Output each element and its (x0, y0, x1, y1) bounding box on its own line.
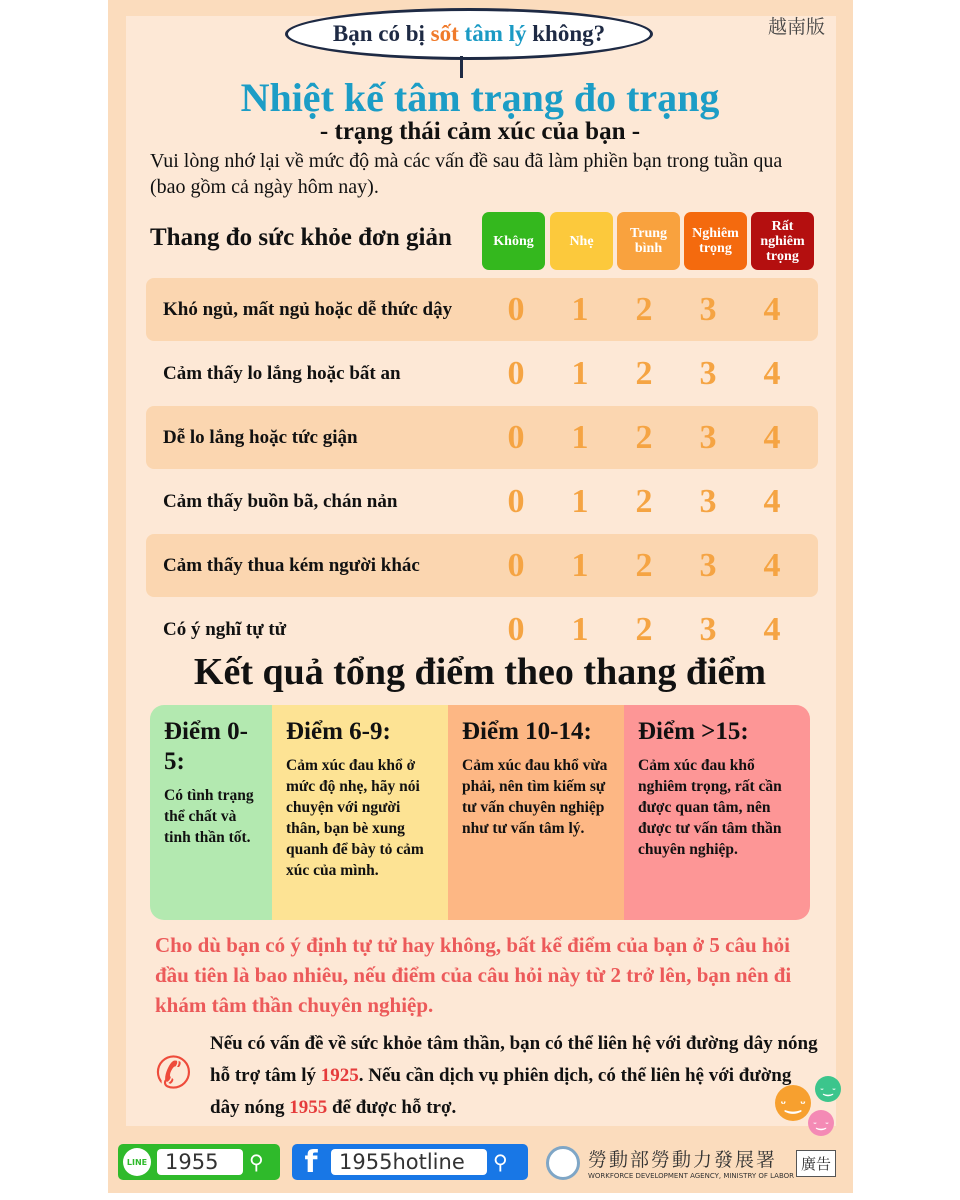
page-title: Nhiệt kế tâm trạng đo trạng (240, 75, 720, 120)
facebook-search-bar[interactable] (292, 1144, 528, 1180)
score-option-4[interactable]: 4 (763, 610, 781, 648)
result-band (272, 705, 448, 920)
score-option-4[interactable]: 4 (763, 546, 781, 584)
score-option-3[interactable]: 3 (699, 546, 717, 584)
bubble-word-psych: tâm lý (458, 21, 527, 46)
scale-label: Thang đo sức khỏe đơn giản (150, 224, 452, 251)
score-option-2[interactable]: 2 (635, 418, 653, 456)
agency-logo-block (546, 1145, 794, 1180)
result-band (448, 705, 624, 920)
score-option-3[interactable]: 3 (699, 354, 717, 392)
score-option-1[interactable]: 1 (571, 546, 589, 584)
agency-name-en: WORKFORCE DEVELOPMENT AGENCY, MINISTRY OF LABOR (588, 1172, 795, 1180)
contact-p3: để được hỗ trợ. (327, 1097, 457, 1118)
intro-text: Vui lòng nhớ lại về mức độ mà các vấn đề sau đã làm phiền bạn trong tuần qua (bao gồm cả ngày hôm nay). (150, 150, 783, 198)
score-option-1[interactable]: 1 (571, 610, 589, 648)
result-desc: Có tình trạng thể chất và tinh thần tốt. (164, 787, 254, 846)
warning-text: Cho dù bạn có ý định tự tử hay không, bất kể điểm của bạn ở 5 câu hỏi đầu tiên là bao nhiêu, nếu điểm của câu hỏi này từ 2 trở lên, bạn nên đi khám tâm thần chuyên nghiệp. (155, 933, 792, 1017)
score-option-3[interactable]: 3 (699, 418, 717, 456)
result-range: Điểm 6-9: (286, 718, 391, 745)
smiley-green-icon: ᵕ‿ᵕ (815, 1076, 841, 1102)
smiley-pink-icon: ᵕ‿ᵕ (808, 1110, 834, 1136)
level-4-badge: Rất nghiêm trọng (751, 212, 814, 270)
score-option-3[interactable]: 3 (699, 610, 717, 648)
hotline-1955: 1955 (289, 1097, 328, 1118)
score-option-4[interactable]: 4 (763, 354, 781, 392)
smiley-orange-icon: ᵕ‿ᵕ (775, 1085, 811, 1121)
question-row (146, 406, 818, 469)
level-1-badge: Nhẹ (550, 212, 613, 270)
level-2-badge: Trung bình (617, 212, 680, 270)
line-search-bar[interactable] (118, 1144, 280, 1180)
question-text: Cảm thấy thua kém người khác (163, 554, 420, 576)
score-option-2[interactable]: 2 (635, 354, 653, 392)
result-range: Điểm 10-14: (462, 718, 592, 745)
contact-p2: . Nếu cần dịch vụ phiên dịch, có thể liên hệ với đường dây nóng (210, 1065, 792, 1118)
score-option-2[interactable]: 2 (635, 546, 653, 584)
speech-bubble (285, 8, 653, 60)
result-band (150, 705, 272, 920)
score-option-1[interactable]: 1 (571, 418, 589, 456)
question-row (146, 278, 818, 341)
page-subtitle: - trạng thái cảm xúc của bạn - (319, 118, 641, 145)
question-text: Cảm thấy buồn bã, chán nản (163, 490, 398, 512)
question-text: Có ý nghĩ tự tử (163, 618, 287, 640)
search-icon[interactable]: ⚲ (493, 1150, 508, 1174)
score-option-0[interactable]: 0 (507, 290, 525, 328)
score-option-3[interactable]: 3 (699, 482, 717, 520)
score-option-3[interactable]: 3 (699, 290, 717, 328)
result-desc: Cảm xúc đau khổ nghiêm trọng, rất cần được quan tâm, nên được tư vấn tâm thần chuyên nghiệp. (638, 757, 782, 858)
score-option-2[interactable]: 2 (635, 610, 653, 648)
phone-icon: ✆ (155, 1049, 192, 1098)
result-desc: Cảm xúc đau khổ vừa phải, nên tìm kiếm sự tư vấn chuyên nghiệp như tư vấn tâm lý. (462, 757, 608, 837)
question-row (146, 534, 818, 597)
score-option-0[interactable]: 0 (507, 418, 525, 456)
score-option-4[interactable]: 4 (763, 482, 781, 520)
line-logo-icon: LINE (123, 1148, 151, 1176)
score-option-2[interactable]: 2 (635, 290, 653, 328)
result-range: Điểm 0-5: (164, 718, 248, 775)
score-option-0[interactable]: 0 (507, 610, 525, 648)
bubble-pre: Bạn có bị (332, 21, 431, 46)
score-option-4[interactable]: 4 (763, 418, 781, 456)
score-option-0[interactable]: 0 (507, 354, 525, 392)
result-range: Điểm >15: (638, 718, 749, 745)
level-0-badge: Không (482, 212, 545, 270)
score-option-1[interactable]: 1 (571, 290, 589, 328)
hotline-1925: 1925 (320, 1065, 359, 1086)
score-option-2[interactable]: 2 (635, 482, 653, 520)
question-row (146, 470, 818, 533)
facebook-id-field[interactable]: 1955hotline (331, 1149, 487, 1175)
version-tag: 越南版 (768, 16, 826, 38)
level-3-badge: Nghiêm trọng (684, 212, 747, 270)
contact-text (210, 1028, 820, 1124)
results-title: Kết quả tổng điểm theo thang điểm (193, 651, 767, 693)
question-text: Dễ lo lắng hoặc tức giận (163, 426, 358, 448)
score-option-1[interactable]: 1 (571, 354, 589, 392)
facebook-logo-icon: f (304, 1144, 318, 1180)
bubble-post: không? (526, 21, 606, 46)
agency-emblem-icon (546, 1146, 580, 1180)
line-id-field[interactable]: 1955 (157, 1149, 243, 1175)
contact-p1: Nếu có vấn đề về sức khỏe tâm thần, bạn có thể liên hệ với đường dây nóng hỗ trợ tâm lý (210, 1033, 818, 1086)
result-band (624, 705, 810, 920)
score-option-1[interactable]: 1 (571, 482, 589, 520)
ad-badge: 廣告 (796, 1150, 836, 1177)
agency-name-zh: 勞動部勞動力發展署 (588, 1149, 778, 1171)
result-desc: Cảm xúc đau khổ ở mức độ nhẹ, hãy nói chuyện với người thân, bạn bè xung quanh để bày tỏ cảm xúc của mình. (286, 757, 424, 879)
results-table (150, 705, 810, 920)
search-icon[interactable]: ⚲ (249, 1150, 264, 1174)
question-text: Khó ngủ, mất ngủ hoặc dễ thức dậy (163, 298, 453, 320)
score-option-0[interactable]: 0 (507, 482, 525, 520)
score-option-4[interactable]: 4 (763, 290, 781, 328)
score-option-0[interactable]: 0 (507, 546, 525, 584)
question-text: Cảm thấy lo lắng hoặc bất an (163, 362, 401, 384)
bubble-text (333, 21, 605, 47)
question-row (146, 342, 818, 405)
bubble-word-fever: sốt (430, 21, 459, 46)
